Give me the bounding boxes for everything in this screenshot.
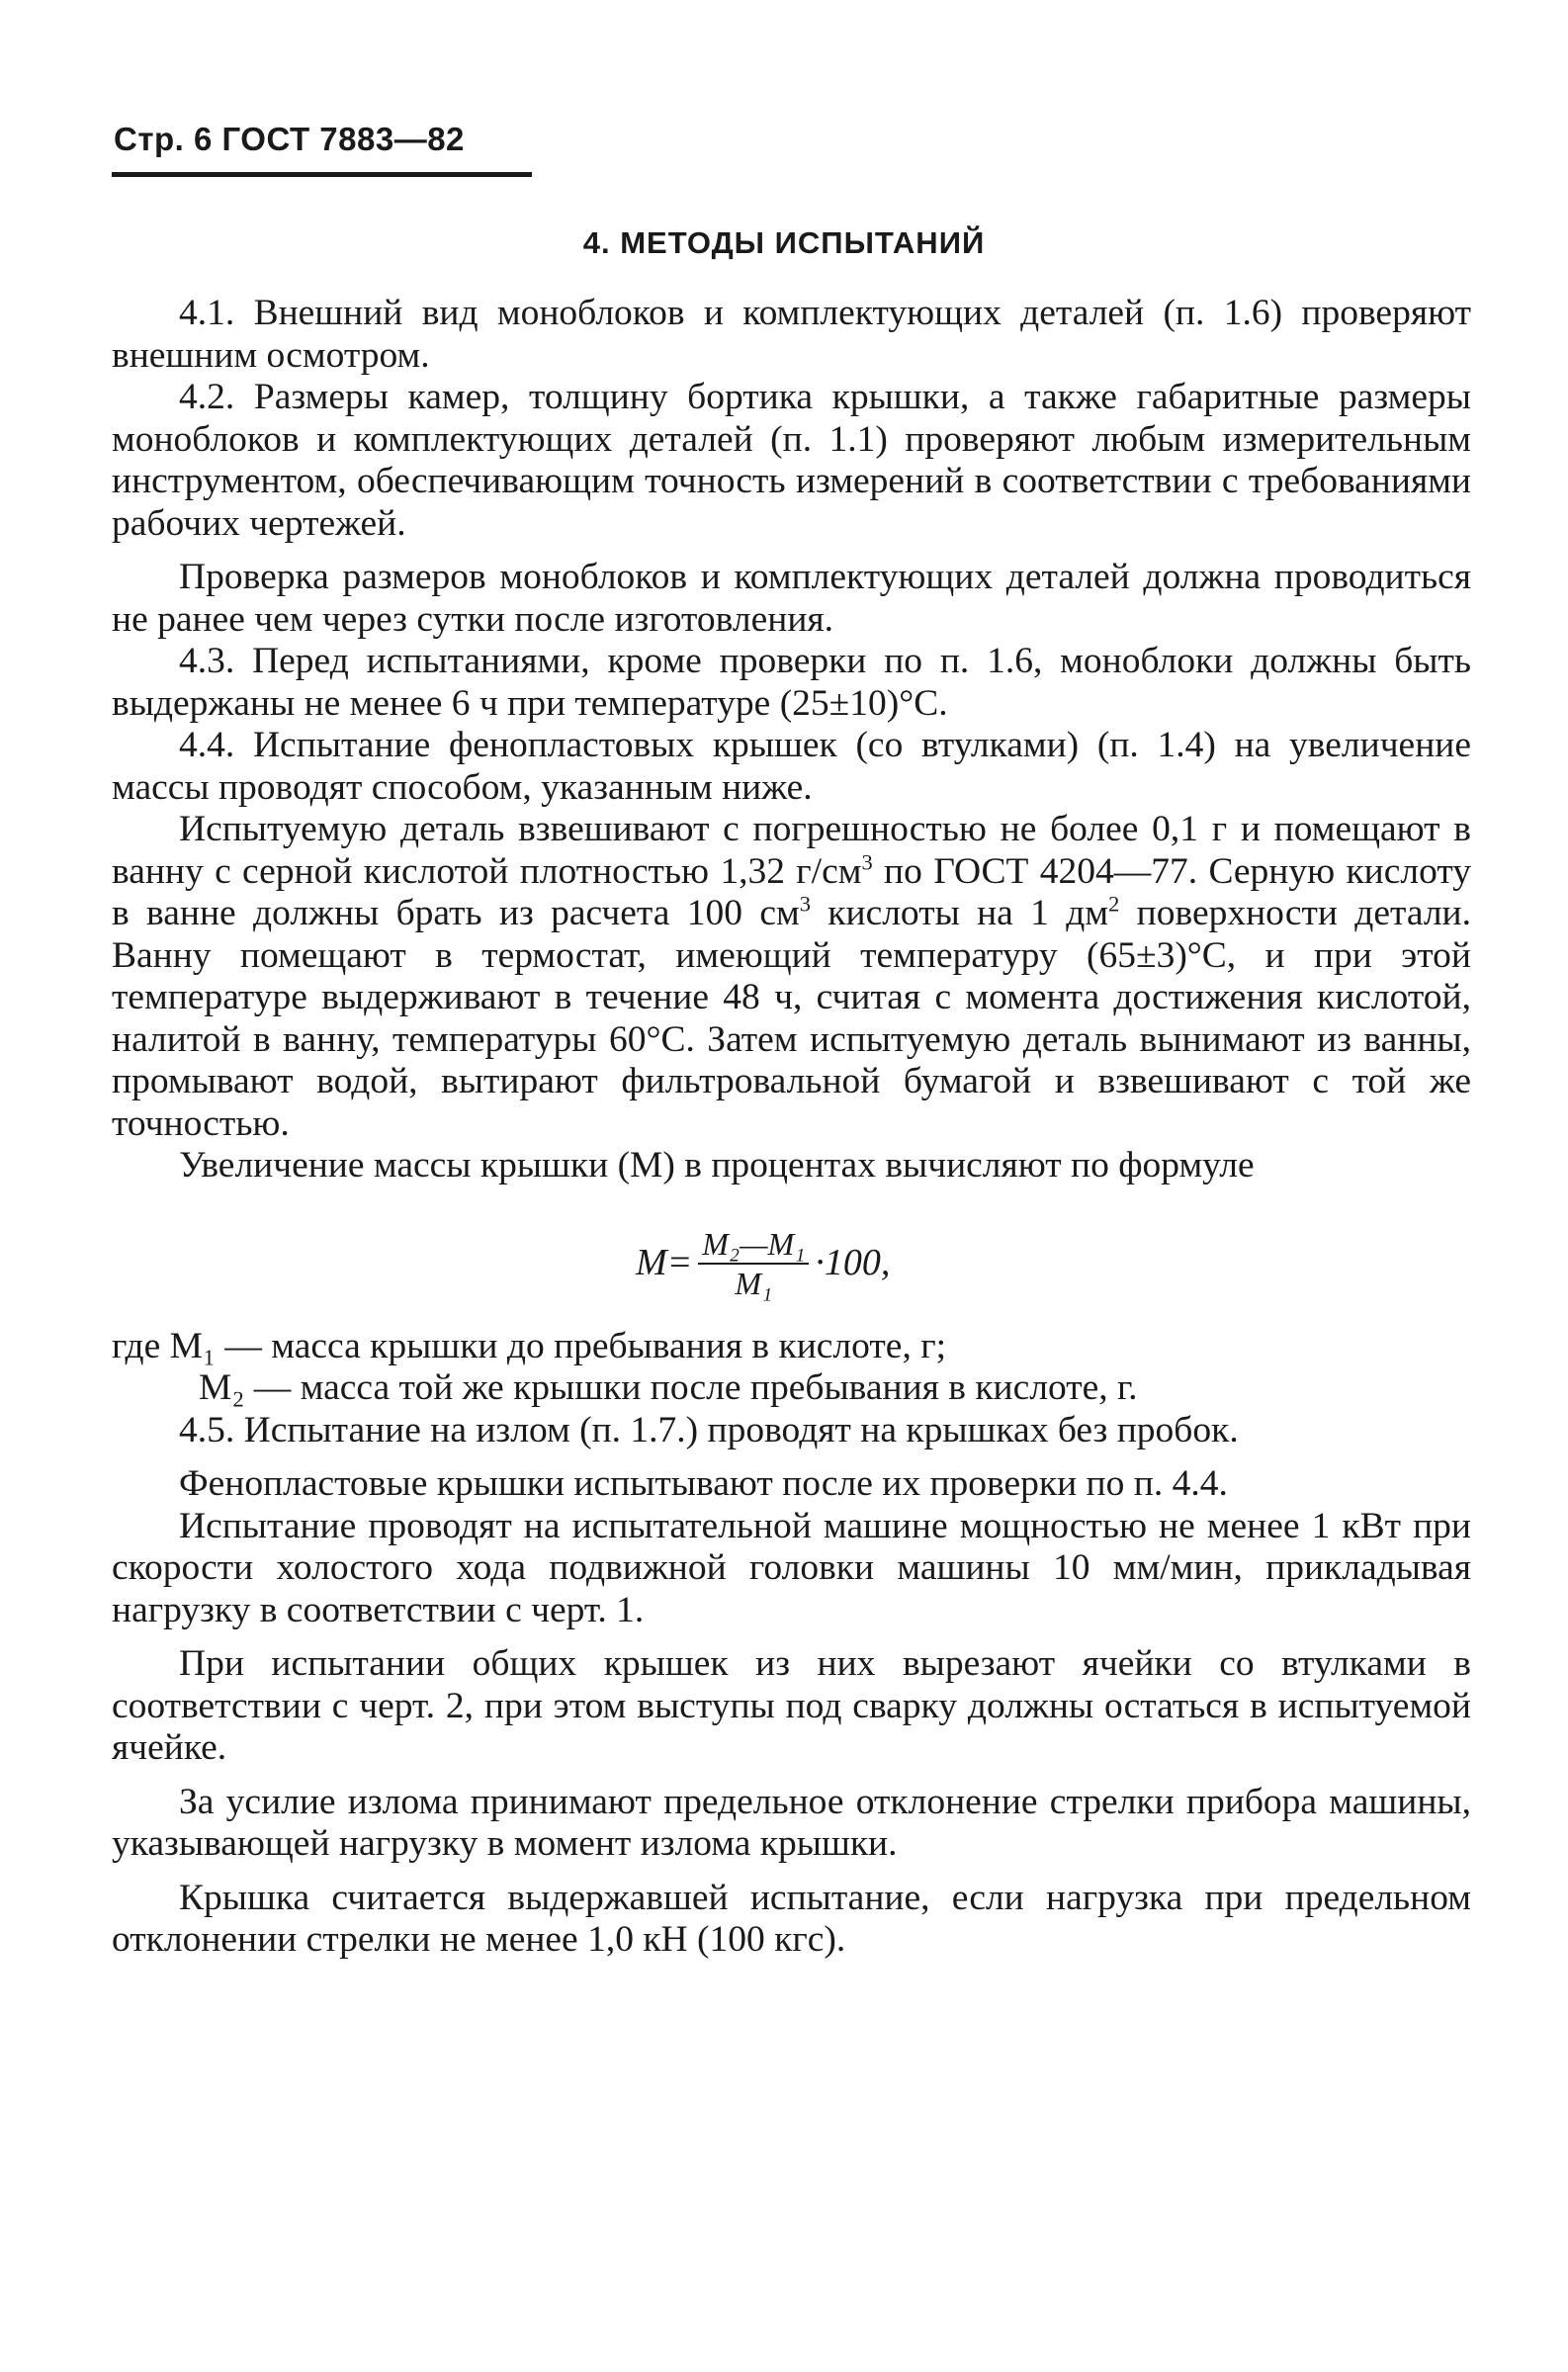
mass-formula: [112, 1187, 1471, 1326]
formula-where-m1: где M₁ — масса крышки до пребывания в кислоте, г;: [112, 1325, 946, 1366]
p44b-sup1: 3: [861, 849, 873, 874]
formula-lhs: M=: [636, 1242, 693, 1284]
p44b-part1: Испытуемую деталь взвешивают с погрешностью не более 0,1 г и помещают в ванну с серной кислотой плотностью 1,32 г/см: [112, 809, 1471, 892]
paragraph-4-4-b: [112, 809, 1471, 1145]
p44b-sup2: 3: [799, 891, 811, 917]
formula-denominator: M₁: [735, 1265, 773, 1301]
paragraph-4-2-b: Проверка размеров моноблоков и комплектующих деталей должна проводиться не ранее чем через сутки после изготовления.: [112, 557, 1471, 640]
formula-tail: ·100,: [815, 1242, 891, 1284]
paragraph-4-3: 4.3. Перед испытаниями, кроме проверки по п. 1.6, моноблоки должны быть выдержаны не менее 6 ч при температуре (25±10)°С.: [112, 641, 1471, 724]
header-rule: [112, 172, 532, 177]
paragraph-4-4: 4.4. Испытание фенопластовых крышек (со втулками) (п. 1.4) на увеличение массы проводят способом, указанным ниже.: [112, 725, 1471, 808]
formula-where-m2: M₂ — масса той же крышки после пребывания в кислоте, г.: [199, 1367, 1138, 1408]
paragraph-4-5-e: За усилие излома принимают предельное отклонение стрелки прибора машины, указывающей нагрузку в момент излома крышки.: [112, 1781, 1471, 1864]
formula-expression: [636, 1225, 890, 1302]
formula-numerator: M₂—M₁: [702, 1225, 806, 1262]
p44b-part3: кислоты на 1 дм: [810, 893, 1109, 933]
page-header: Стр. 6 ГОСТ 7883—82: [114, 121, 465, 157]
p44b-part2: по ГОСТ 4204—77. Серную кислоту в ванне должны брать из расчета 100 см: [112, 850, 1472, 933]
section-title: 4. МЕТОДЫ ИСПЫТАНИЙ: [582, 225, 986, 260]
paragraph-4-4-c: Увеличение массы крышки (M) в процентах вычисляют по формуле: [179, 1145, 1255, 1186]
document-body: [112, 293, 1471, 1962]
formula-fraction: [698, 1225, 809, 1302]
paragraph-4-5-d: При испытании общих крышек из них вырезают ячейки со втулками в соответствии с черт. 2, при этом выступы под сварку должны остаться в испытуемой ячейке.: [112, 1643, 1471, 1768]
p44b-part4: поверхности детали. Ванну помещают в термостат, имеющий температуру (65±3)°С, и при этой температуре выдерживают в течение 48 ч, считая с момента достижения кислотой, налитой в ванну, температуры 60°С. Затем испытуемую деталь вынимают из ванны, промывают водой, вытирают фильтровальной бумагой и взвешивают с той же точностью.: [112, 893, 1471, 1144]
paragraph-4-5-c: Испытание проводят на испытательной машине мощностью не менее 1 кВт при скорости холостого хода подвижной головки машины 10 мм/мин, прикладывая нагрузку в соответствии с черт. 1.: [112, 1505, 1471, 1630]
paragraph-4-2: 4.2. Размеры камер, толщину бортика крышки, а также габаритные размеры моноблоков и комплектующих деталей (п. 1.1) проверяют любым измерительным инструментом, обеспечивающим точность измерений в соответствии с требованиями рабочих чертежей.: [112, 377, 1471, 544]
p44b-sup3: 2: [1108, 891, 1120, 917]
paragraph-4-1: 4.1. Внешний вид моноблоков и комплектующих деталей (п. 1.6) проверяют внешним осмотром.: [112, 293, 1471, 376]
paragraph-4-5-f: Крышка считается выдержавшей испытание, если нагрузка при предельном отклонении стрелки не менее 1,0 кН (100 кгс).: [112, 1877, 1471, 1960]
paragraph-4-5: 4.5. Испытание на излом (п. 1.7.) проводят на крышках без пробок.: [179, 1409, 1239, 1450]
paragraph-4-5-b: Фенопластовые крышки испытывают после их проверки по п. 4.4.: [179, 1463, 1228, 1504]
